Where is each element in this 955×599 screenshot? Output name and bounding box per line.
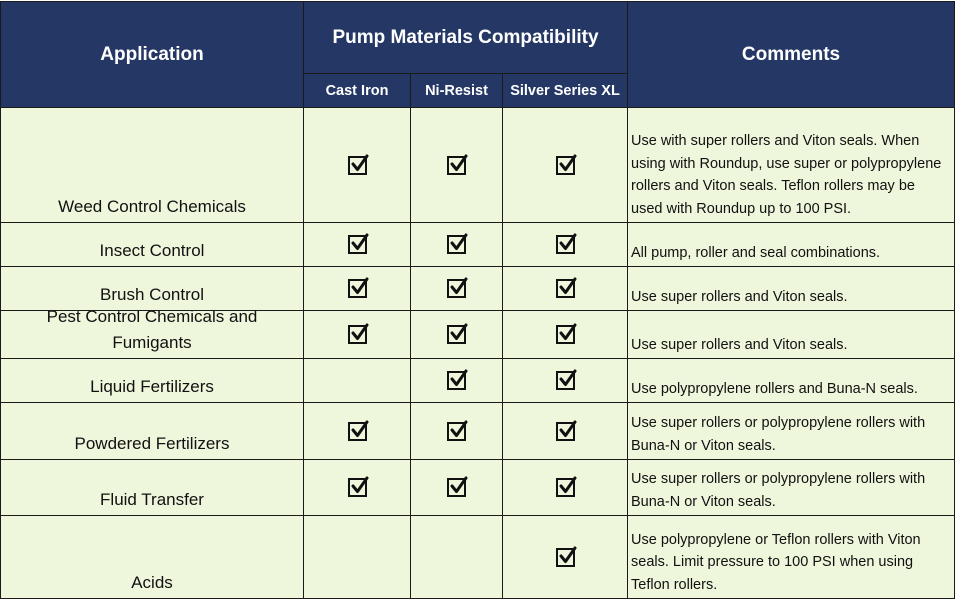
checked-box-icon bbox=[447, 156, 466, 175]
header-comments: Comments bbox=[627, 1, 955, 108]
application-cell: Acids bbox=[0, 515, 304, 599]
header-application: Application bbox=[0, 1, 304, 108]
check-cell-cast-iron bbox=[303, 515, 411, 599]
checked-box-icon bbox=[348, 325, 367, 344]
comment-cell: Use polypropylene or Teflon rollers with Viton seals. Limit pressure to 100 PSI when using Teflon rollers. bbox=[627, 515, 955, 599]
application-cell: Powdered Fertilizers bbox=[0, 402, 304, 460]
checked-box-icon bbox=[556, 548, 575, 567]
check-cell-cast-iron bbox=[303, 222, 411, 267]
check-cell-ni-resist bbox=[410, 515, 503, 599]
checked-box-icon bbox=[556, 478, 575, 497]
check-cell-ni-resist bbox=[410, 222, 503, 267]
checked-box-icon bbox=[556, 325, 575, 344]
check-cell-silver-series-xl bbox=[502, 459, 628, 516]
comment-cell: All pump, roller and seal combinations. bbox=[627, 222, 955, 267]
checked-box-icon bbox=[447, 279, 466, 298]
check-cell-silver-series-xl bbox=[502, 310, 628, 359]
checked-box-icon bbox=[556, 422, 575, 441]
checked-box-icon bbox=[348, 235, 367, 254]
comment-cell: Use super rollers and Viton seals. bbox=[627, 310, 955, 359]
checked-box-icon bbox=[447, 371, 466, 390]
header-silver-series-xl: Silver Series XL bbox=[502, 73, 628, 108]
checked-box-icon bbox=[556, 279, 575, 298]
check-cell-silver-series-xl bbox=[502, 222, 628, 267]
checked-box-icon bbox=[348, 156, 367, 175]
check-cell-ni-resist bbox=[410, 358, 503, 403]
check-cell-silver-series-xl bbox=[502, 358, 628, 403]
checked-box-icon bbox=[447, 325, 466, 344]
checked-box-icon bbox=[447, 235, 466, 254]
check-cell-ni-resist bbox=[410, 310, 503, 359]
check-cell-cast-iron bbox=[303, 107, 411, 223]
checked-box-icon bbox=[348, 279, 367, 298]
comment-cell: Use super rollers and Viton seals. bbox=[627, 266, 955, 311]
header-cast-iron: Cast Iron bbox=[303, 73, 411, 108]
check-cell-cast-iron bbox=[303, 358, 411, 403]
checked-box-icon bbox=[556, 371, 575, 390]
check-cell-cast-iron bbox=[303, 459, 411, 516]
comment-cell: Use super rollers or polypropylene rollers with Buna-N or Viton seals. bbox=[627, 402, 955, 460]
check-cell-silver-series-xl bbox=[502, 266, 628, 311]
application-cell: Brush Control bbox=[0, 266, 304, 311]
checked-box-icon bbox=[348, 478, 367, 497]
application-cell: Weed Control Chemicals bbox=[0, 107, 304, 223]
check-cell-ni-resist bbox=[410, 266, 503, 311]
checked-box-icon bbox=[556, 156, 575, 175]
checked-box-icon bbox=[556, 235, 575, 254]
application-cell: Insect Control bbox=[0, 222, 304, 267]
checked-box-icon bbox=[447, 478, 466, 497]
header-ni-resist: Ni-Resist bbox=[410, 73, 503, 108]
check-cell-silver-series-xl bbox=[502, 402, 628, 460]
header-compatibility: Pump Materials Compatibility bbox=[303, 1, 628, 74]
application-cell: Pest Control Chemicals and Fumigants bbox=[0, 310, 304, 359]
check-cell-ni-resist bbox=[410, 107, 503, 223]
check-cell-cast-iron bbox=[303, 402, 411, 460]
comment-cell: Use polypropylene rollers and Buna-N seals. bbox=[627, 358, 955, 403]
application-cell: Liquid Fertilizers bbox=[0, 358, 304, 403]
checked-box-icon bbox=[348, 422, 367, 441]
application-cell: Fluid Transfer bbox=[0, 459, 304, 516]
check-cell-silver-series-xl bbox=[502, 107, 628, 223]
check-cell-ni-resist bbox=[410, 459, 503, 516]
comment-cell: Use super rollers or polypropylene rollers with Buna-N or Viton seals. bbox=[627, 459, 955, 516]
check-cell-ni-resist bbox=[410, 402, 503, 460]
check-cell-silver-series-xl bbox=[502, 515, 628, 599]
check-cell-cast-iron bbox=[303, 266, 411, 311]
comment-cell: Use with super rollers and Viton seals. When using with Roundup, use super or polypropylene rollers and Viton seals. Teflon rollers may be used with Roundup up to 100 PSI. bbox=[627, 107, 955, 223]
checked-box-icon bbox=[447, 422, 466, 441]
check-cell-cast-iron bbox=[303, 310, 411, 359]
